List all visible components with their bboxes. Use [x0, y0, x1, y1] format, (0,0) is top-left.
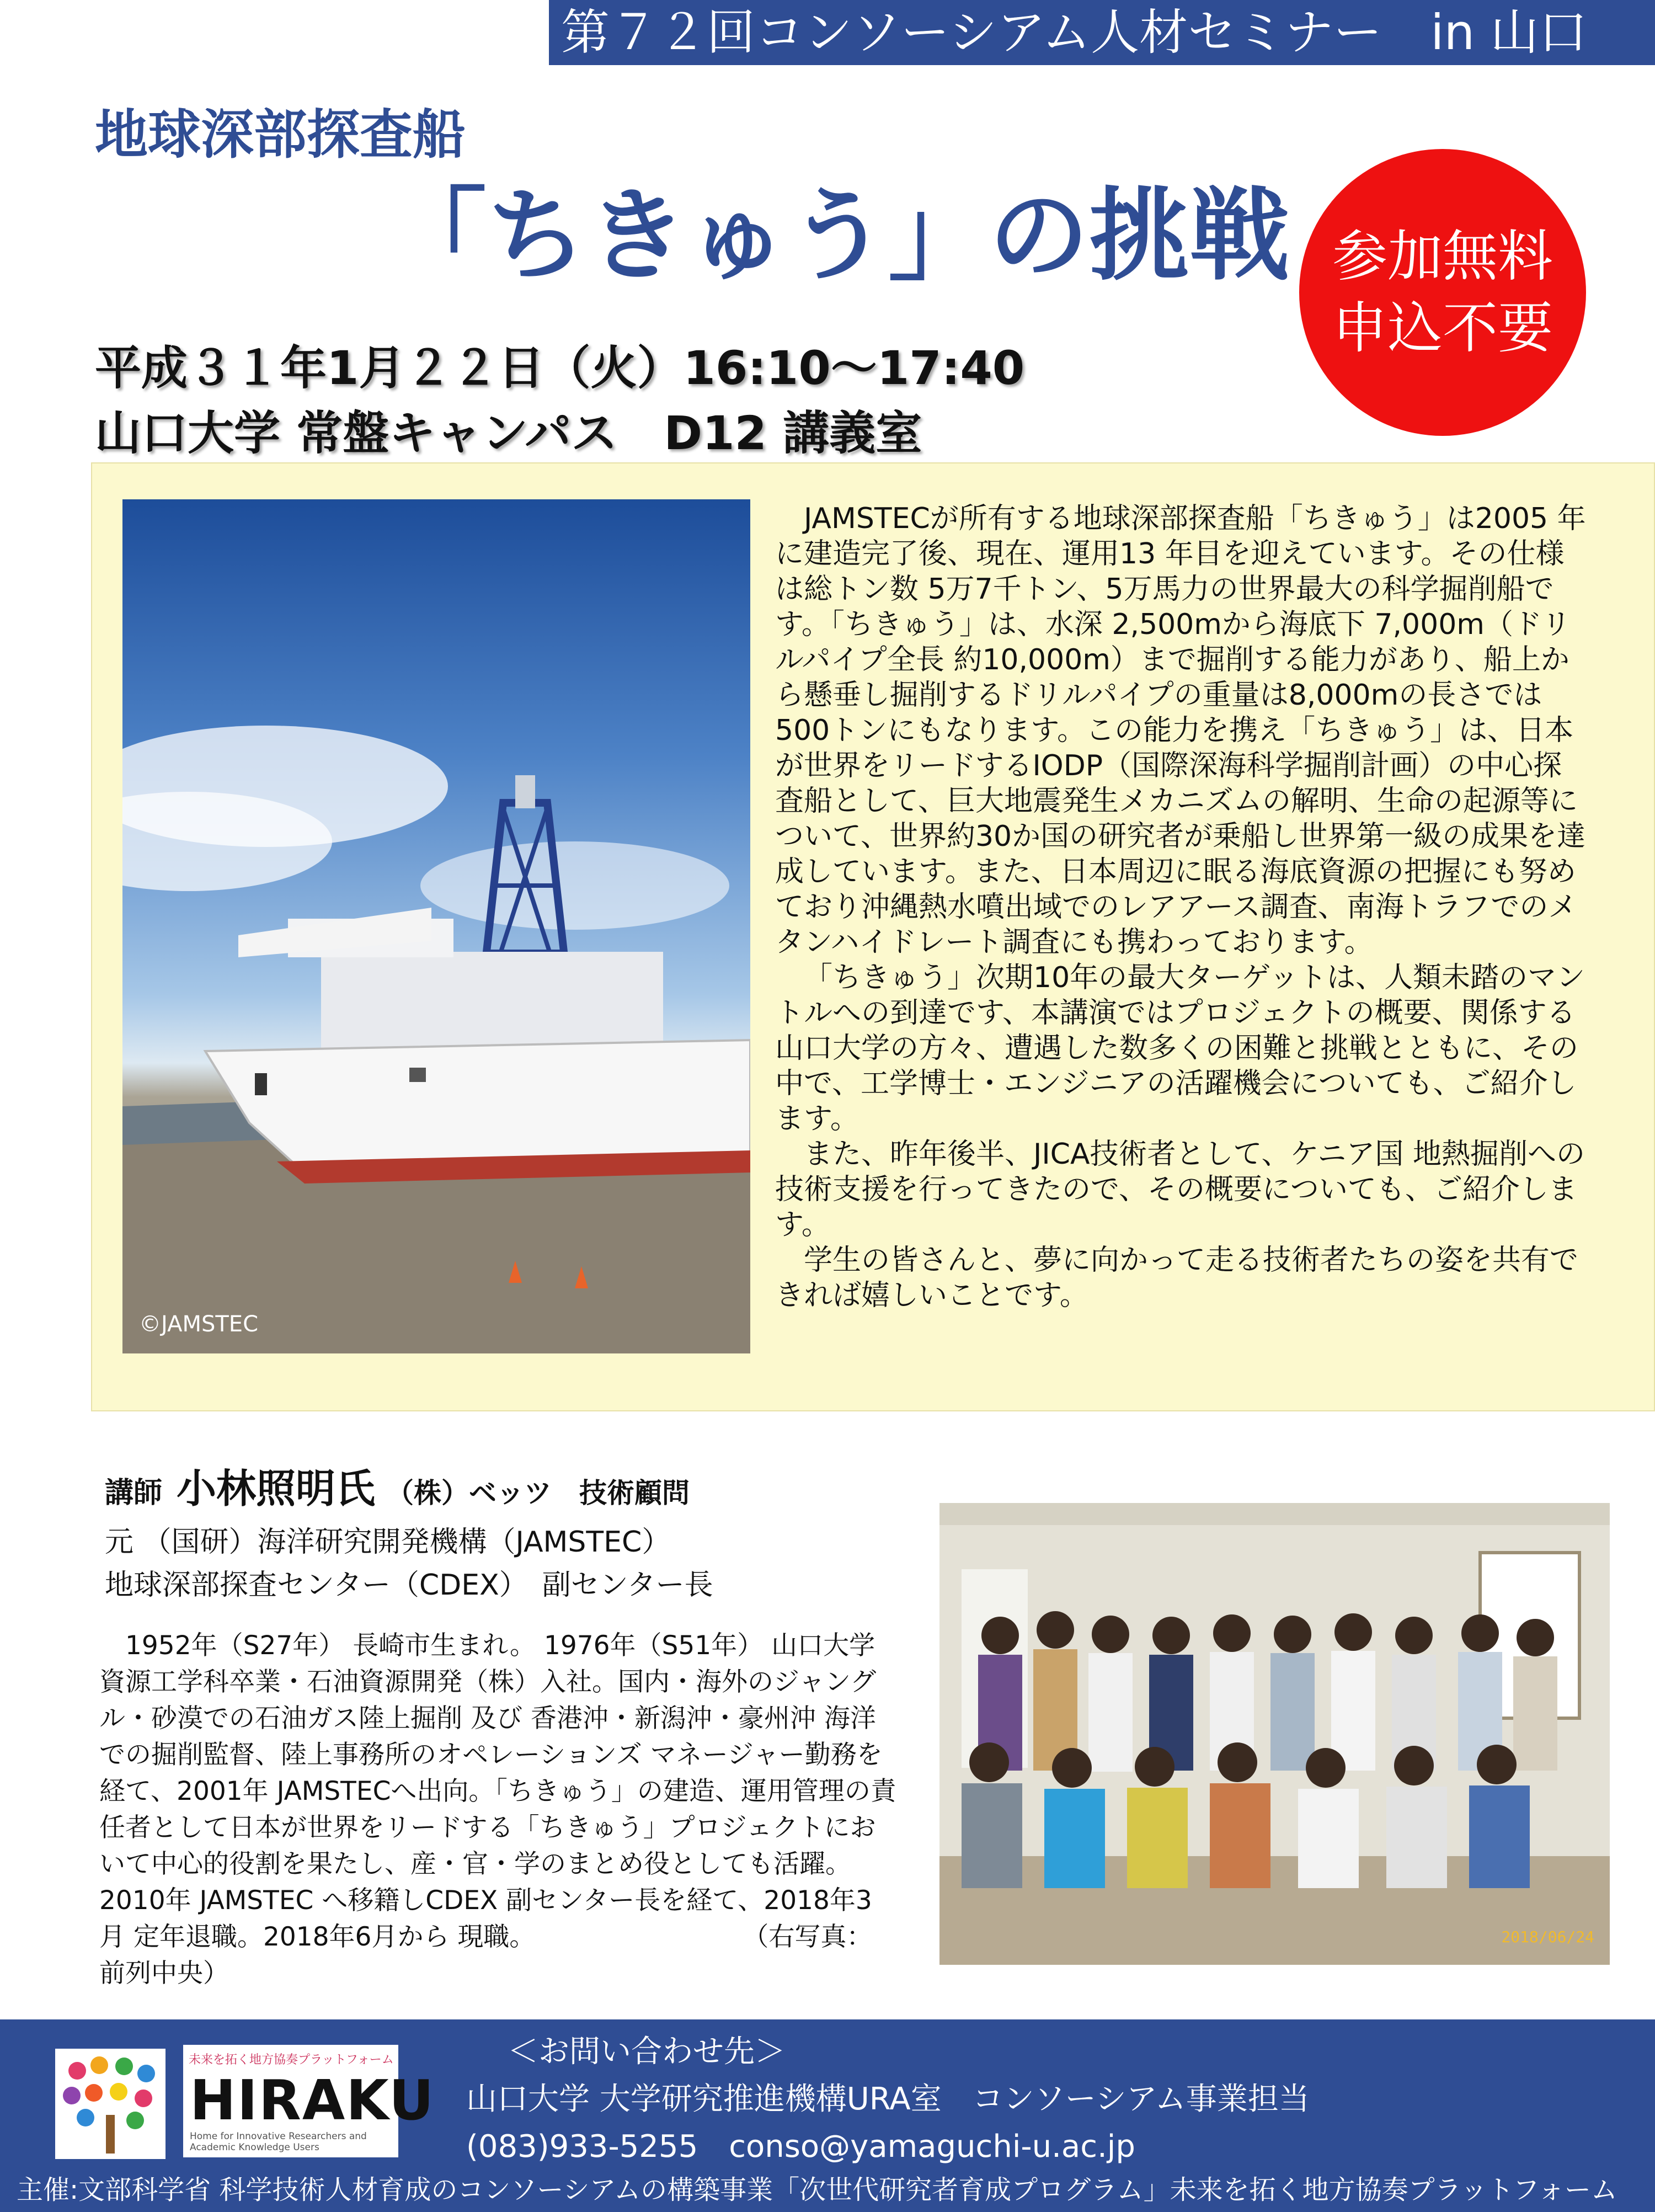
lecturer-company: （株）ベッツ 技術顧問 [386, 1477, 690, 1509]
photo-copyright: ©JAMSTEC [139, 1312, 258, 1337]
event-datetime: 平成３１年1月２２日（火）16:10～17:40 [95, 341, 1025, 395]
description-paragraph-4: 学生の皆さんと、夢に向かって走る技術者たちの姿を共有できれば嬉しいことです。 [775, 1244, 1579, 1312]
hiraku-tagline: 未来を拓く地方協奏プラットフォーム [189, 2053, 394, 2067]
contact-organization: 山口大学 大学研究推進機構URA室 コンソーシアム事業担当 [466, 2081, 1310, 2117]
lecturer-former-position: 地球深部探査センター（CDEX） 副センター長 [105, 1569, 713, 1602]
ship-illustration [122, 499, 750, 1353]
description-paragraph-1: JAMSTECが所有する地球深部探査船「ちきゅう」は2005 年に建造完了後、現在、運用13 年目を迎えています。その仕様は総トン数 5万7千トン、5万馬力の世界最大の科学掘削船です。「ちきゅう」は、水深 2,500mから海底下 7,000m（ドリルパイプ全長 約10,000m）まで掘削する能力があり、船上から懸垂し掘削するドリルパイプの重量は8,000mの長さでは500トンにもなります。この能力を携え「ちきゅう」は、日本が世界をリードするIODP（国際深海科学掘削計画）の中心探査船として、巨大地震発生メカニズムの解明、生命の起源等について、世界約30か国の研究者が乗船し世界第一級の成果を達成しています。また、日本周辺に眠る海底資源の把握にも努めており沖縄熱水噴出域でのレアアース調査、南海トラフでのメタンハイドレート調査にも携わっております。 [775, 502, 1586, 959]
contact-heading: ＜お問い合わせ先＞ [508, 2034, 786, 2070]
hiraku-english-name [190, 2131, 367, 2153]
description-paragraph-2: 「ちきゅう」次期10年の最大ターゲットは、人類未踏のマントルへの到達です、本講演ではプロジェクトの概要、関係する山口大学の方々、遭遇した数多くの困難と挑戦とともに、その中で、工学博士・エンジニアの活躍機会についても、ご紹介します。 [775, 961, 1585, 1136]
description-paragraph-3: また、昨年後半、JICA技術者として、ケニア国 地熱掘削への技術支援を行ってきたので、その概要についても、ご紹介します。 [775, 1138, 1585, 1241]
lecturer-biography: 1952年（S27年） 長崎市生まれ。 1976年（S51年） 山口大学資源工学科卒業・石油資源開発（株）入社。国内・海外のジャングル・砂漠での石油ガス陸上掘削 及び 香港沖・新潟沖・豪州沖 海洋での掘削監督、陸上事務所のオペレーションズ マネージャー勤務を経て、2001年 JAMSTECへ出向。「ちきゅう」の建造、運用管理の責任者として日本が世界をリードする「ちきゅう」プロジェクトにおいて中心的役割を果たし、産・官・学のまとめ役としても活躍。2010年 JAMSTEC へ移籍しCDEX 副センター長を経て、2018年3月 定年退職。2018年6月から 現職。 （右写真：前列中央） [99, 1630, 896, 1989]
lecturer-name: 小林照明氏 [177, 1465, 376, 1512]
hiraku-english-line1: Home for Innovative Researchers and [190, 2131, 367, 2142]
group-illustration [939, 1503, 1610, 1965]
hiraku-wordmark: HIRAKU [190, 2068, 435, 2133]
event-venue: 山口大学 常盤キャンパス D12 講義室 [95, 406, 922, 460]
group-photo [939, 1503, 1610, 1965]
contact-phone-email: (083)933-5255 conso@yamaguchi-u.ac.jp [466, 2129, 1135, 2165]
event-subtitle: 地球深部探査船 [95, 104, 466, 166]
lecturer-former-org: 元 （国研）海洋研究開発機構（JAMSTEC） [105, 1526, 671, 1559]
hiraku-english-line2: Academic Knowledge Users [190, 2142, 319, 2153]
ship-photo [122, 499, 750, 1353]
lecturer-heading [105, 1457, 690, 1514]
badge-line-no-registration: 申込不要 [1332, 296, 1553, 360]
tree-logo-icon [55, 2049, 166, 2159]
consortium-tree-logo [55, 2049, 166, 2159]
photo-date-stamp: 2018/06/24 [1501, 1928, 1594, 1946]
badge-line-free: 参加無料 [1332, 224, 1553, 289]
event-description [775, 501, 1586, 1313]
lecturer-role: 講師 [105, 1477, 163, 1510]
sponsor-line: 主催:文部科学省 科学技術人材育成のコンソーシアムの構築事業「次世代研究者育成プログラム」未来を拓く地方協奏プラットフォーム [17, 2174, 1617, 2205]
seminar-banner: 第７２回コンソーシアム人材セミナー in 山口 [549, 0, 1655, 65]
free-admission-badge [1299, 149, 1586, 436]
hiraku-logo [183, 2045, 435, 2157]
event-title: 「ちきゅう」の挑戦 [386, 177, 1290, 294]
